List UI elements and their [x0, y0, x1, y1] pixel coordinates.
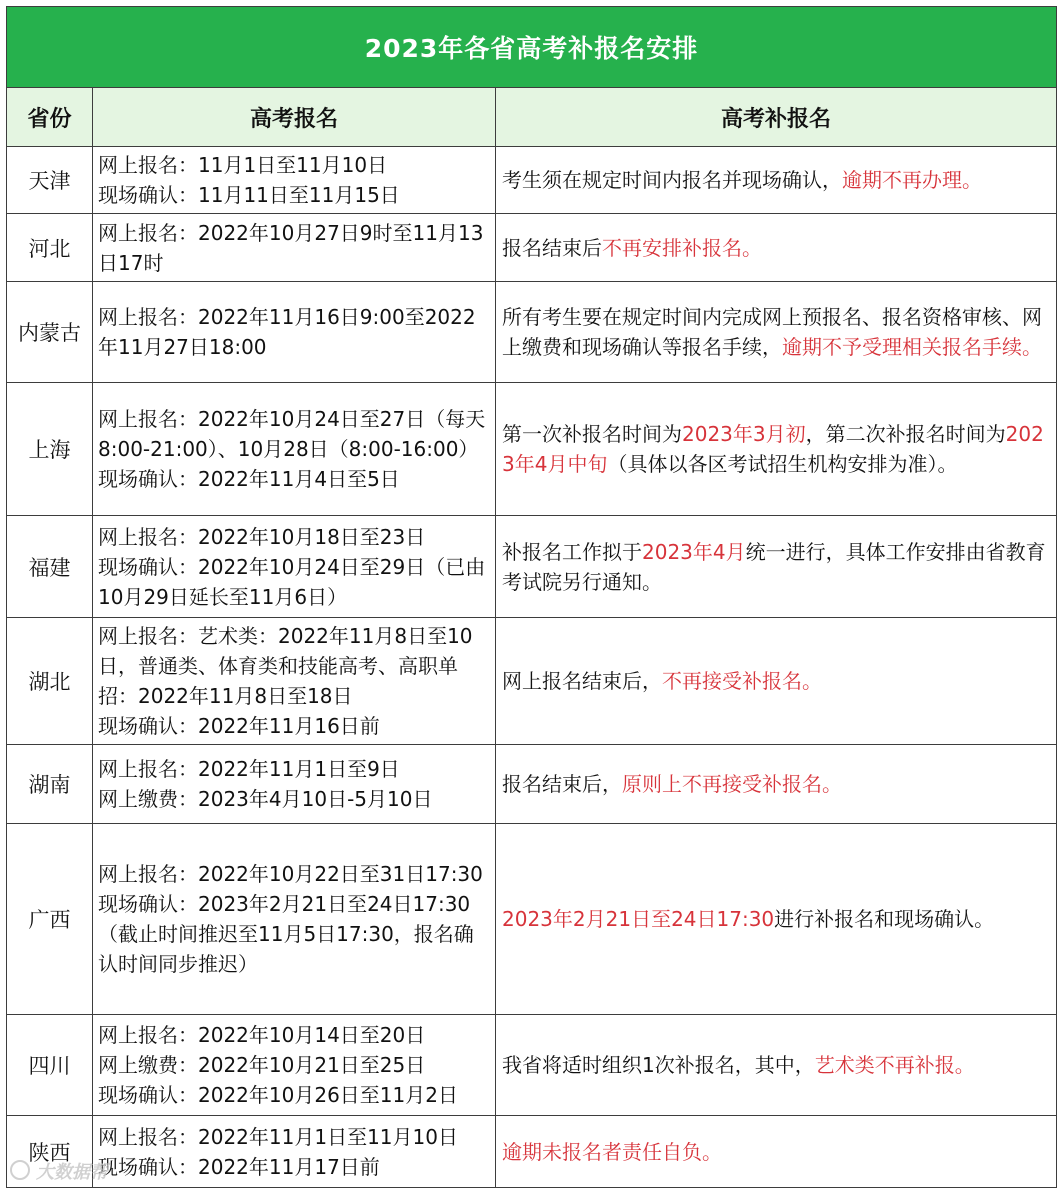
province-cell: 天津: [7, 147, 93, 214]
registration-cell: [93, 824, 496, 1015]
highlight-text: 2023年4月: [642, 539, 746, 564]
watermark-logo: [10, 1158, 108, 1184]
supplement-text: （具体以各区考试招生机构安排为准）。: [607, 452, 958, 476]
province-cell: 内蒙古: [7, 282, 93, 383]
registration-line: 网上报名：11月1日至11月10日: [98, 153, 388, 177]
registration-line: 网上报名：2022年10月22日至31日17:30: [98, 862, 483, 886]
registration-cell: [93, 1015, 496, 1116]
supplement-text: 我省将适时组织1次补报名，其中，: [502, 1053, 815, 1077]
table-row: [7, 147, 1057, 214]
registration-line: 现场确认：2022年11月17日前: [98, 1154, 380, 1179]
registration-line: 现场确认：2022年10月24日至29日（已由10月29日延长至11月6日）: [98, 554, 486, 609]
table-row: [7, 214, 1057, 282]
province-cell: 上海: [7, 383, 93, 516]
supplement-text: 考生须在规定时间内报名并现场确认，: [502, 168, 842, 192]
header-province: 省份: [7, 88, 93, 147]
table-row: [7, 618, 1057, 745]
supplement-cell: [496, 282, 1057, 383]
supplement-text: 报名结束后: [502, 235, 602, 260]
supplement-text: 第一次补报名时间为: [502, 422, 682, 446]
registration-line: 网上报名：2022年11月16日9:00至2022年11月27日18:00: [98, 305, 476, 359]
table-row: [7, 383, 1057, 516]
registration-cell: [93, 618, 496, 745]
highlight-text: 不再接受补报名。: [662, 669, 822, 693]
province-cell: 湖南: [7, 745, 93, 824]
highlight-text: 2023年2月21日至24日17:30: [502, 907, 775, 931]
registration-line: 网上报名：2022年10月24日至27日（每天8:00-21:00）、10月28日（8:00-16:00）: [98, 407, 486, 461]
arrangement-table: [6, 6, 1057, 1188]
header-row: [7, 88, 1057, 147]
supplement-cell: [496, 383, 1057, 516]
supplement-cell: [496, 745, 1057, 824]
table-title: 2023年各省高考补报名安排: [7, 7, 1057, 88]
province-cell: 湖北: [7, 618, 93, 745]
supplement-text: 进行补报名和现场确认。: [774, 907, 995, 931]
registration-cell: [93, 516, 496, 618]
supplement-cell: [496, 824, 1057, 1015]
supplement-cell: [496, 618, 1057, 745]
registration-line: 现场确认：2022年11月16日前: [98, 714, 380, 738]
registration-cell: [93, 214, 496, 282]
registration-line: 网上报名：2022年10月18日至23日: [98, 524, 426, 549]
registration-cell: [93, 1116, 496, 1188]
province-cell: 陕西: [7, 1116, 93, 1188]
table-row: [7, 824, 1057, 1015]
province-cell: 四川: [7, 1015, 93, 1116]
highlight-text: 逾期未报名者责任自负。: [502, 1139, 722, 1164]
table-row: [7, 1015, 1057, 1116]
registration-line: 现场确认：2022年11月4日至5日: [98, 467, 400, 491]
table-row: [7, 282, 1057, 383]
supplement-cell: [496, 516, 1057, 618]
watermark-text: 大数据帮: [36, 1162, 108, 1183]
supplement-text: 统一进行，具体工作安排由省教育考试院另行通知。: [502, 539, 1046, 594]
registration-line: 现场确认：11月11日至11月15日: [98, 183, 400, 207]
registration-line: 现场确认：2022年10月26日至11月2日: [98, 1083, 458, 1107]
highlight-text: 逾期不予受理相关报名手续。: [782, 335, 1042, 359]
registration-line: 网上报名：艺术类：2022年11月8日至10日，普通类、体育类和技能高考、高职单招：2022年11月8日至18日: [98, 624, 473, 708]
supplement-text: 报名结束后，: [502, 772, 622, 796]
supplement-cell: [496, 147, 1057, 214]
header-supplement: 高考补报名: [496, 88, 1057, 147]
province-cell: 广西: [7, 824, 93, 1015]
supplement-cell: [496, 1015, 1057, 1116]
highlight-text: 2023年4月中旬: [502, 422, 1044, 476]
registration-line: 网上报名：2022年11月1日至9日: [98, 757, 400, 781]
table-row: [7, 745, 1057, 824]
supplement-cell: [496, 214, 1057, 282]
supplement-text: 补报名工作拟于: [502, 539, 642, 564]
registration-line: 网上报名：2022年11月1日至11月10日: [98, 1124, 458, 1149]
registration-line: 网上缴费：2023年4月10日-5月10日: [98, 787, 433, 811]
table-row: [7, 516, 1057, 618]
registration-cell: [93, 282, 496, 383]
registration-cell: [93, 383, 496, 516]
registration-line: 网上报名：2022年10月27日9时至11月13日17时: [98, 220, 484, 275]
watermark-icon: [10, 1160, 30, 1180]
registration-cell: [93, 745, 496, 824]
highlight-text: 逾期不再办理。: [842, 168, 982, 192]
header-registration: 高考报名: [93, 88, 496, 147]
province-cell: 河北: [7, 214, 93, 282]
supplement-text: ，第二次补报名时间为: [805, 422, 1006, 446]
registration-line: 网上缴费：2022年10月21日至25日: [98, 1053, 426, 1077]
table-row: [7, 1116, 1057, 1188]
highlight-text: 原则上不再接受补报名。: [622, 772, 842, 796]
highlight-text: 不再安排补报名。: [602, 235, 762, 260]
province-cell: 福建: [7, 516, 93, 618]
registration-line: 网上报名：2022年10月14日至20日: [98, 1023, 426, 1047]
supplement-cell: [496, 1116, 1057, 1188]
supplement-text: 所有考生要在规定时间内完成网上预报名、报名资格审核、网上缴费和现场确认等报名手续，: [502, 305, 1042, 359]
registration-line: 现场确认：2023年2月21日至24日17:30: [98, 892, 471, 916]
registration-cell: [93, 147, 496, 214]
highlight-text: 艺术类不再补报。: [814, 1053, 975, 1077]
highlight-text: 2023年3月初: [682, 422, 806, 446]
registration-line: （截止时间推迟至11月5日17:30，报名确认时间同步推迟）: [98, 922, 474, 976]
supplement-text: 网上报名结束后，: [502, 669, 662, 693]
